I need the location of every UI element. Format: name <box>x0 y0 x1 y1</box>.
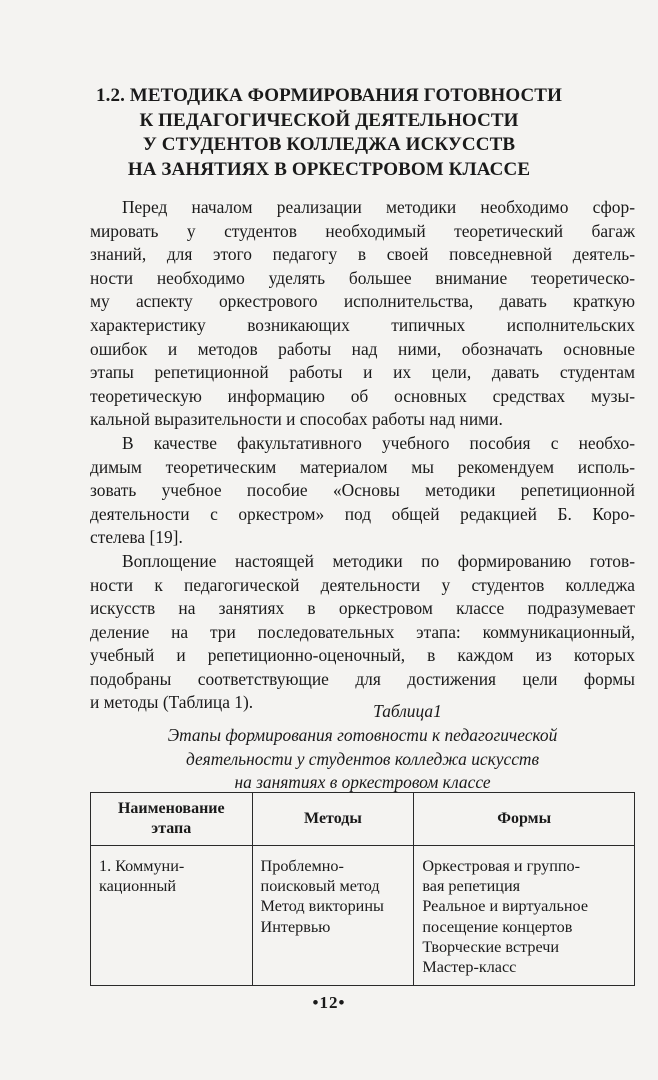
cell-line: кационный <box>99 877 177 896</box>
cell-line: Реальное и виртуальное <box>422 897 589 916</box>
heading-line: У СТУДЕНТОВ КОЛЛЕДЖА ИСКУССТВ <box>142 134 516 155</box>
cell-forms <box>414 846 635 986</box>
cell-line: Оркестровая и группо- <box>422 857 581 875</box>
paragraph-line: димым теоретическим материалом мы рекомендуем исполь- <box>90 456 635 477</box>
paragraph-line: ности необходимо уделять большее внимание теоретическо- <box>90 267 635 288</box>
paragraph-line: этапы репетиционной работы и их цели, давать студентам <box>90 362 635 383</box>
paragraph-line: подобраны соответствующие для достижения цели формы <box>90 668 635 689</box>
paragraph-line: характеристику возникающих типичных исполнительских <box>90 314 635 335</box>
cell-methods <box>252 846 414 986</box>
paragraph-line: стелева [19]. <box>90 527 183 548</box>
header-line: этапа <box>151 820 192 837</box>
body-text <box>90 196 635 715</box>
paragraph-line: деление на три последовательных этапа: коммуникационный, <box>90 621 635 642</box>
table-header-row <box>91 793 635 846</box>
paragraph-line: Воплощение настоящей методики по формированию готов- <box>122 550 635 571</box>
header-stage-name <box>91 793 253 846</box>
table-row <box>91 846 635 986</box>
header-line: Формы <box>497 810 552 827</box>
paragraph-line: учебный и репетиционно-оценочный, в каждом из которых <box>90 645 635 666</box>
paragraph-line: мировать у студентов необходимый теоретический багаж <box>90 220 635 241</box>
paragraph-line: теоретическую информацию об основных средствах музы- <box>90 385 635 406</box>
header-forms <box>414 793 635 846</box>
paragraph-line: знаний, для этого педагогу в своей повседневной деятель- <box>90 244 635 265</box>
paragraph-line: искусств на занятиях в оркестровом классе подразумевает <box>90 598 635 619</box>
paragraph-line: и методы (Таблица 1). <box>90 692 254 713</box>
paragraph-line: ности к педагогической деятельности у студентов колледжа <box>90 574 635 595</box>
cell-line: Мастер-класс <box>422 958 517 977</box>
cell-line: Интервью <box>260 917 331 936</box>
paragraph-line: ошибок и методов работы над ними, обозначать основные <box>90 338 635 359</box>
page-number: •12• <box>312 993 346 1012</box>
header-line: Методы <box>304 810 362 827</box>
header-methods <box>252 793 414 846</box>
heading-line: К ПЕДАГОГИЧЕСКОЙ ДЕЯТЕЛЬНОСТИ <box>139 109 519 131</box>
table-title-line: Этапы формирования готовности к педагогической <box>167 724 558 745</box>
paragraph-line: зовать учебное пособие «Основы методики репетиционной <box>90 480 635 501</box>
table-title-line: на занятиях в оркестровом классе <box>234 772 491 793</box>
heading-line: 1.2. МЕТОДИКА ФОРМИРОВАНИЯ ГОТОВНОСТИ <box>96 85 562 106</box>
paragraph-line: В качестве факультативного учебного пособия с необхо- <box>122 432 635 453</box>
section-heading <box>60 84 598 182</box>
paragraph-line: Перед началом реализации методики необходимо сфор- <box>122 197 635 217</box>
cell-line: Проблемно- <box>260 857 344 875</box>
table-title-line: деятельности у студентов колледжа искусств <box>185 748 540 769</box>
cell-line: 1. Коммуни- <box>99 857 185 875</box>
paragraph-line: деятельности с оркестром» под общей редакцией Б. Коро- <box>90 503 635 524</box>
cell-line: поисковый метод <box>260 877 380 896</box>
cell-line: вая репетиция <box>422 877 521 896</box>
header-line: Наименование <box>117 800 225 817</box>
table-caption <box>90 700 635 795</box>
cell-line: посещение концертов <box>422 917 573 936</box>
stages-table <box>90 792 635 986</box>
paragraph-line: му аспекту оркестрового исполнительства, давать краткую <box>90 291 635 312</box>
heading-line: НА ЗАНЯТИЯХ В ОРКЕСТРОВОМ КЛАССЕ <box>127 158 531 180</box>
table-label: Таблица1 <box>373 701 442 721</box>
cell-line: Метод викторины <box>260 897 384 916</box>
cell-line: Творческие встречи <box>422 937 560 956</box>
paragraph-line: кальной выразительности и способах работы над ними. <box>90 409 503 430</box>
cell-stage <box>91 846 253 986</box>
